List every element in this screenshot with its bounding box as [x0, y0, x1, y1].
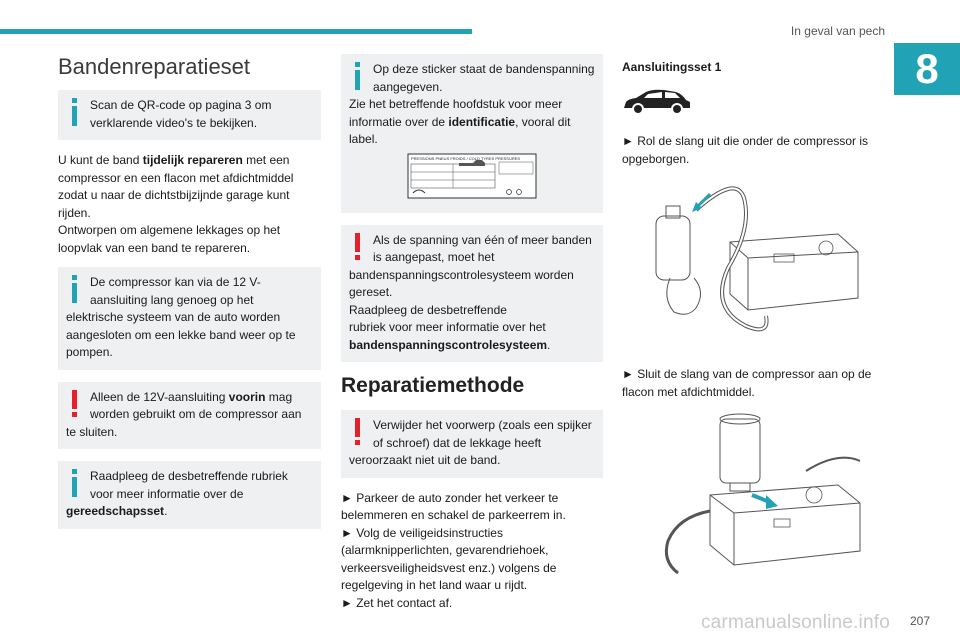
chapter-badge: 8 [894, 43, 960, 95]
illustration-bottle [622, 411, 884, 581]
step-unroll-hose: ► Rol de slang uit die onder de compressor is opgeborgen. [622, 134, 868, 166]
illustration-hose [622, 178, 884, 348]
info-icon [68, 275, 82, 305]
info-icon [68, 98, 82, 128]
svg-text:PRESSIONS PNEUS FROIDS / COLD: PRESSIONS PNEUS FROIDS / COLD TYRES PRESSURES [411, 155, 521, 161]
info-box-sticker: Op deze sticker staat de bandenspanning aangegeven. Zie het betreffende hoofdstuk voor meer informatie over de identificatie, vooral dit label. PRESSIONS PNEUS FROIDS / COLD TYRES PRESSURES [341, 54, 603, 213]
info-box-toolkit: Raadpleeg de desbetreffende rubriek voor meer informatie over de gereedschapsset. [58, 461, 321, 529]
compressor-hose-illustration [638, 178, 868, 348]
step-connect-hose: ► Sluit de slang van de compressor aan op de flacon met afdichtmiddel. [622, 367, 872, 399]
sticker-illustration [407, 153, 537, 199]
page-title: Bandenreparatieset [58, 54, 251, 79]
car-icon [622, 88, 692, 116]
car-silhouette [622, 88, 884, 121]
warning-box-object: Verwijder het voorwerp (zoals een spijker of schroef) dat de lekkage heeft veroorzaakt niet uit de band. [341, 410, 603, 478]
section-heading-repair-method: Reparatiemethode [341, 374, 525, 397]
page-number: 207 [909, 614, 930, 628]
tyre-pressure-sticker [349, 149, 595, 205]
subheading-kit-1: Aansluitingsset 1 [622, 60, 722, 74]
repair-steps [341, 490, 603, 613]
info-box-compressor: De compressor kan via de 12 V-aansluiting lang genoeg op het elektrische systeem van de auto worden aangesloten om een lekke band weer op te pompen. [58, 267, 321, 370]
warning-box-tpms: Als de spanning van één of meer banden is aangepast, moet het bandenspanningscontrolesysteem worden gereset. Raadpleeg de desbetreffende rubriek voor meer informatie over het bandenspanningscontrolesysteem. [341, 225, 603, 363]
step-park: ► Parkeer de auto zonder het verkeer te belemmeren en schakel de parkeerrem in. [341, 490, 566, 522]
warning-box-socket: Alleen de 12V-aansluiting voorin mag worden gebruikt om de compressor aan te sluiten. [58, 382, 321, 450]
warning-icon [351, 233, 365, 263]
section-title: In geval van pech [790, 24, 885, 38]
bottle-compressor-illustration [638, 411, 868, 581]
info-text: Scan de QR-code op pagina 3 om verklarende video's te bekijken. [90, 98, 272, 130]
info-box-qr [58, 90, 321, 140]
header-accent-bar [0, 29, 472, 34]
intro-paragraph: U kunt de band tijdelijk repareren met een compressor en een flacon met afdichtmiddel zodat u naar de dichtstbijzijnde garage kunt rijden. Ontworpen om algemene lekkages op het loopvlak van een band te repareren. [58, 153, 294, 255]
warning-icon [68, 390, 82, 420]
step-safety: ► Volg de veiligeidsinstructies (alarmknipperlichten, gevarendriehoek, verkeersveiligheidsvest enz.) volgens de regelgeving in het land waar u rijdt. [341, 525, 557, 592]
warning-icon [351, 418, 365, 448]
column-3 [622, 54, 884, 599]
column-2 [341, 54, 603, 612]
info-icon [68, 469, 82, 499]
info-icon [351, 62, 365, 92]
column-1 [58, 54, 321, 541]
watermark: carmanualsonline.info [700, 612, 890, 633]
step-ignition: ► Zet het contact af. [341, 595, 453, 610]
